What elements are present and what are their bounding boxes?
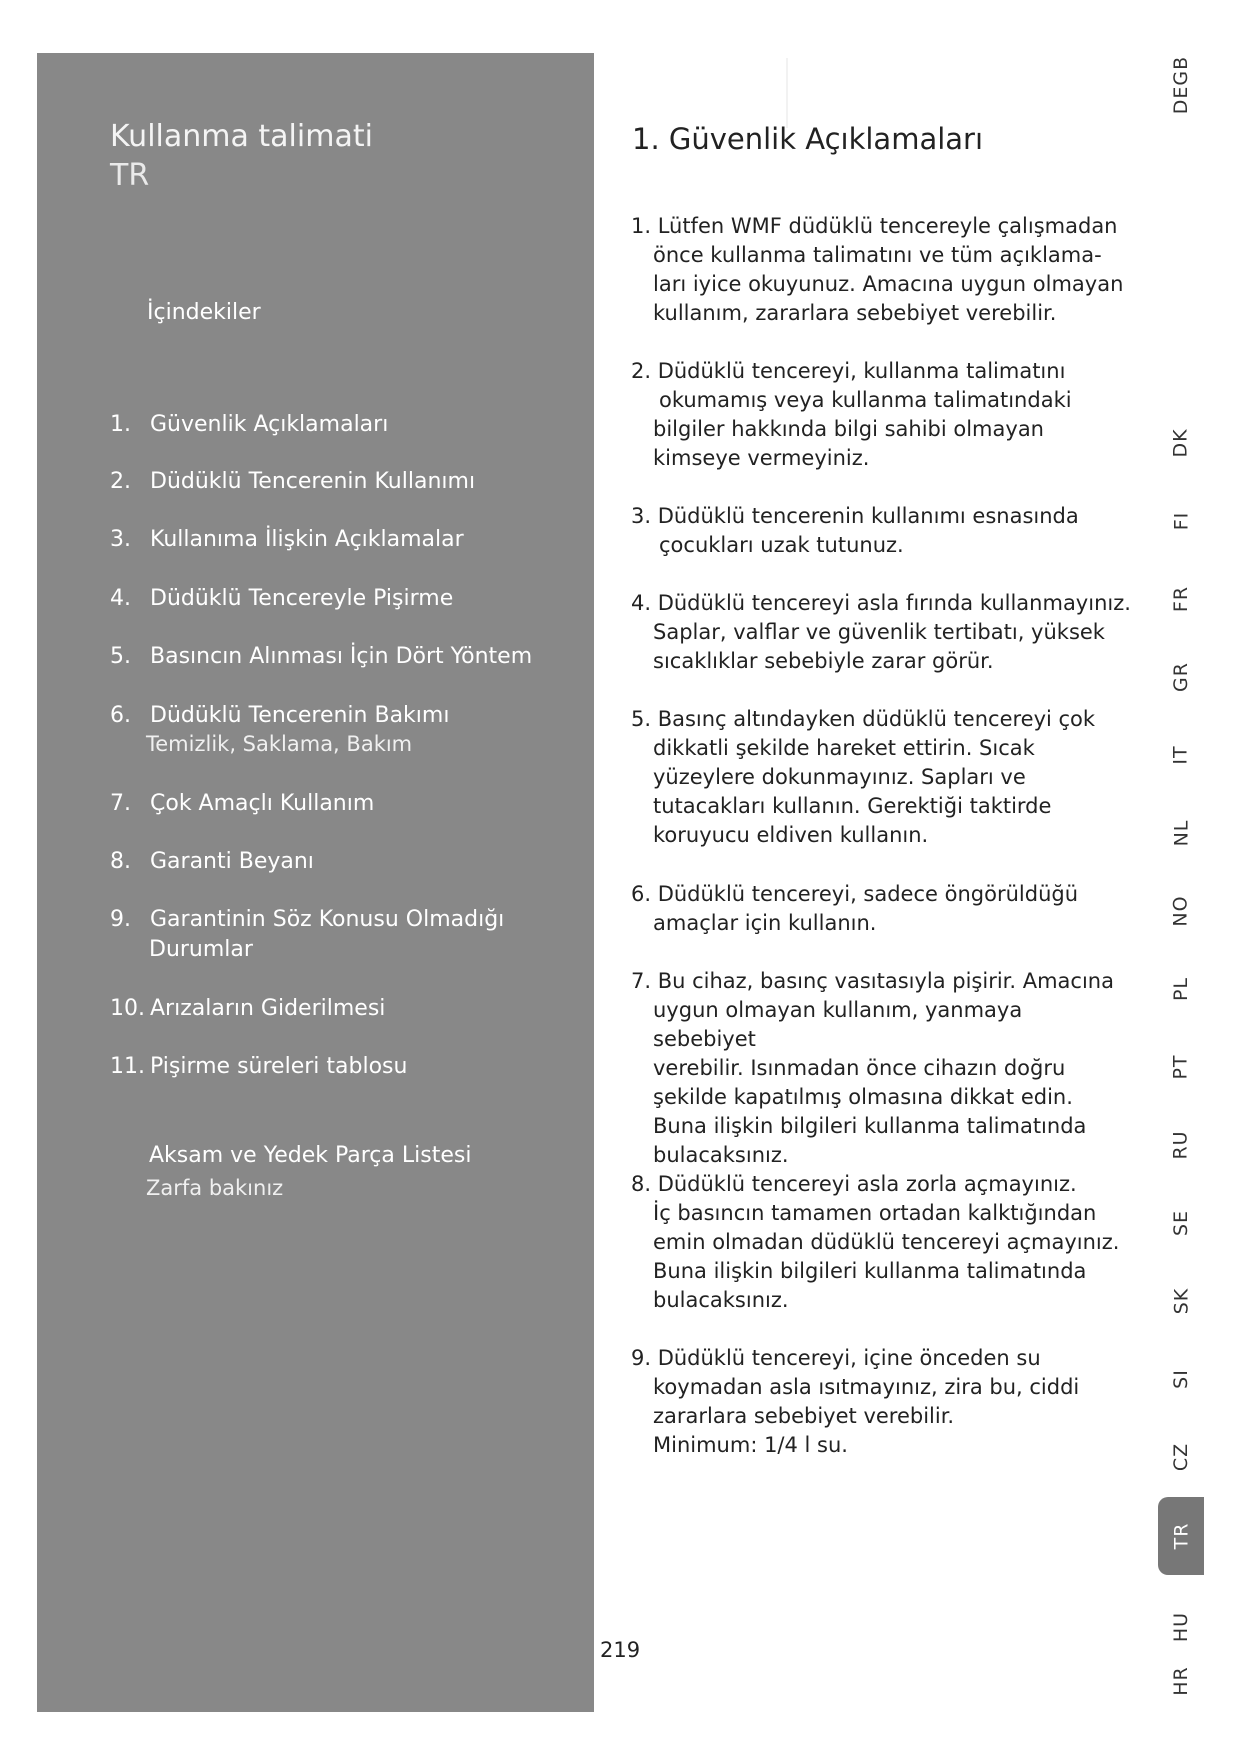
paragraph-line: dikkatli şekilde hareket ettirin. Sıcak	[653, 736, 1035, 760]
paragraph-line: Saplar, valflar ve güvenlik tertibatı, yüksek	[653, 620, 1105, 644]
paragraph-line: yüzeylere dokunmayınız. Sapları ve	[653, 765, 1026, 789]
page-number: 219	[600, 1638, 641, 1662]
paragraph-line: bilgiler hakkında bilgi sahibi olmayan	[653, 417, 1044, 441]
safety-paragraph	[631, 589, 1131, 676]
paragraph-line: uygun olmayan kullanım, yanmaya sebebiyet	[653, 998, 1023, 1051]
toc-item-label: Basıncın Alınması İçin Dört Yöntem	[150, 644, 533, 669]
toc-item-label: Güvenlik Açıklamaları	[150, 412, 389, 437]
paragraph-line: Minimum: 1/4 l su.	[653, 1433, 848, 1457]
toc-item-subtitle: Temizlik, Saklama, Bakım	[146, 732, 413, 756]
toc-item-continuation: Durumlar	[149, 937, 253, 962]
toc-item-label: Pişirme süreleri tablosu	[150, 1054, 408, 1079]
paragraph-line: sıcaklıklar sebebiyle zarar görür.	[653, 649, 994, 673]
paragraph-number: 3.	[631, 504, 652, 528]
toc-item-label: Garanti Beyanı	[150, 849, 314, 874]
parts-list-note: Zarfa bakınız	[146, 1176, 284, 1200]
paragraph-line: verebilir. Isınmadan önce cihazın doğru	[653, 1056, 1066, 1080]
toc-item[interactable]	[110, 642, 532, 672]
paragraph-line: önce kullanma talimatını ve tüm açıklama-	[653, 243, 1102, 267]
language-tab-it[interactable]: IT	[1170, 745, 1192, 765]
toc-item-label: Çok Amaçlı Kullanım	[150, 791, 375, 816]
safety-paragraph	[631, 502, 1131, 560]
paragraph-line: çocukları uzak tutunuz.	[659, 533, 904, 557]
document-language: TR	[110, 158, 150, 193]
document-title: Kullanma talimati	[110, 119, 373, 154]
toc-item[interactable]	[110, 410, 388, 440]
paragraph-line: amaçlar için kullanın.	[653, 911, 877, 935]
safety-paragraph	[631, 967, 1131, 1170]
paragraph-line: Basınç altındayken düdüklü tencereyi çok	[657, 707, 1096, 731]
language-tab-cz[interactable]: CZ	[1169, 1442, 1192, 1472]
toc-item-label: Arızaların Giderilmesi	[150, 996, 386, 1021]
toc-item-number: 2.	[110, 469, 131, 494]
paragraph-line: tutacakları kullanın. Gerektiği taktirde	[653, 794, 1052, 818]
paragraph-line: Düdüklü tencereyi, içine önceden su	[657, 1346, 1041, 1370]
paragraph-line: ları iyice okuyunuz. Amacına uygun olmayan	[653, 272, 1124, 296]
language-tab-si[interactable]: SI	[1169, 1369, 1192, 1389]
language-tab-gr[interactable]: GR	[1170, 662, 1192, 692]
safety-paragraph	[631, 1344, 1131, 1460]
paragraph-number: 7.	[631, 969, 652, 993]
toc-item-label: Düdüklü Tencerenin Kullanımı	[150, 469, 476, 494]
paragraph-line: bulacaksınız.	[653, 1288, 789, 1312]
paragraph-line: koruyucu eldiven kullanın.	[653, 823, 929, 847]
paragraph-number: 2.	[631, 359, 652, 383]
toc-item-number: 5.	[110, 644, 131, 669]
paragraph-line: okumamış veya kullanma talimatındaki	[659, 388, 1072, 412]
paragraph-line: Buna ilişkin bilgileri kullanma talimatında	[653, 1114, 1087, 1138]
paragraph-number: 8.	[631, 1172, 652, 1196]
paragraph-line: İç basıncın tamamen ortadan kalktığından	[653, 1201, 1097, 1225]
paragraph-number: 9.	[631, 1346, 652, 1370]
language-tab-hr[interactable]: HR	[1170, 1666, 1192, 1696]
toc-item[interactable]	[110, 994, 385, 1024]
paragraph-line: kullanım, zararlara sebebiyet verebilir.	[653, 301, 1057, 325]
toc-item[interactable]	[110, 584, 453, 614]
safety-paragraph	[631, 357, 1131, 473]
language-tab-sk[interactable]: SK	[1170, 1287, 1192, 1315]
paragraph-line: kimseye vermeyiniz.	[653, 446, 870, 470]
toc-item-number: 9.	[110, 907, 131, 932]
paragraph-line: Bu cihaz, basınç vasıtasıyla pişirir. Amacına	[657, 969, 1114, 993]
safety-paragraph	[631, 705, 1131, 850]
paragraph-line: koymadan asla ısıtmayınız, zira bu, ciddi	[653, 1375, 1080, 1399]
toc-item[interactable]	[110, 467, 475, 497]
paragraph-line: Düdüklü tencereyi, kullanma talimatını	[657, 359, 1066, 383]
toc-heading: İçindekiler	[147, 300, 261, 325]
toc-item-number: 11.	[110, 1054, 145, 1079]
safety-paragraph	[631, 212, 1131, 328]
language-tab-ru[interactable]: RU	[1169, 1130, 1192, 1160]
language-tab-fi[interactable]: FI	[1169, 511, 1192, 531]
language-tab-nl[interactable]: NL	[1170, 819, 1192, 847]
toc-item-number: 4.	[110, 586, 131, 611]
paragraph-line: bulacaksınız.	[653, 1143, 789, 1167]
toc-item-number: 8.	[110, 849, 131, 874]
toc-item-number: 7.	[110, 791, 131, 816]
toc-item-number: 10.	[110, 996, 145, 1021]
toc-item[interactable]	[110, 847, 314, 877]
paragraph-number: 1.	[631, 214, 652, 238]
paragraph-line: Buna ilişkin bilgileri kullanma talimatında	[653, 1259, 1087, 1283]
language-tab-pt[interactable]: PT	[1169, 1054, 1192, 1080]
language-tab-fr[interactable]: FR	[1169, 585, 1192, 613]
parts-list-title: Aksam ve Yedek Parça Listesi	[149, 1143, 472, 1168]
language-tab-dk[interactable]: DK	[1170, 428, 1192, 458]
toc-sidebar	[37, 53, 594, 1712]
paragraph-line: emin olmadan düdüklü tencereyi açmayınız.	[653, 1230, 1120, 1254]
safety-paragraph	[631, 1170, 1131, 1315]
paragraph-line: Düdüklü tencereyi asla fırında kullanmayınız.	[657, 591, 1131, 615]
toc-item[interactable]	[110, 701, 449, 731]
paragraph-line: Düdüklü tencereyi asla zorla açmayınız.	[657, 1172, 1077, 1196]
paragraph-line: zararlara sebebiyet verebilir.	[653, 1404, 955, 1428]
paragraph-number: 4.	[631, 591, 652, 615]
toc-item-number: 1.	[110, 412, 131, 437]
language-tab-pl[interactable]: PL	[1169, 976, 1192, 1002]
toc-item-label: Kullanıma İlişkin Açıklamalar	[150, 527, 464, 552]
divider	[786, 58, 788, 128]
toc-item-label: Düdüklü Tencereyle Pişirme	[150, 586, 454, 611]
toc-item-number: 3.	[110, 527, 131, 552]
paragraph-number: 6.	[631, 882, 652, 906]
safety-paragraph	[631, 880, 1131, 938]
toc-item-label: Garantinin Söz Konusu Olmadığı	[150, 907, 505, 932]
toc-item[interactable]	[110, 525, 464, 555]
language-tab-se[interactable]: SE	[1169, 1209, 1192, 1237]
language-tab-tr[interactable]: TR	[1158, 1497, 1204, 1575]
section-title: 1. Güvenlik Açıklamaları	[632, 122, 984, 156]
toc-item[interactable]	[110, 905, 504, 935]
toc-item[interactable]	[110, 789, 374, 819]
paragraph-number: 5.	[631, 707, 652, 731]
toc-item-number: 6.	[110, 703, 131, 728]
paragraph-line: Düdüklü tencereyi, sadece öngörüldüğü	[657, 882, 1079, 906]
language-tab-degb[interactable]: DEGB	[1170, 55, 1192, 115]
paragraph-line: Lütfen WMF düdüklü tencereyle çalışmadan	[657, 214, 1118, 238]
toc-item-label: Düdüklü Tencerenin Bakımı	[150, 703, 450, 728]
language-tab-hu[interactable]: HU	[1169, 1611, 1192, 1643]
paragraph-line: şekilde kapatılmış olmasına dikkat edin.	[653, 1085, 1073, 1109]
paragraph-line: Düdüklü tencerenin kullanımı esnasında	[657, 504, 1079, 528]
language-tab-strip	[1158, 40, 1204, 1696]
language-tab-no[interactable]: NO	[1169, 895, 1192, 927]
toc-item[interactable]	[110, 1052, 407, 1082]
